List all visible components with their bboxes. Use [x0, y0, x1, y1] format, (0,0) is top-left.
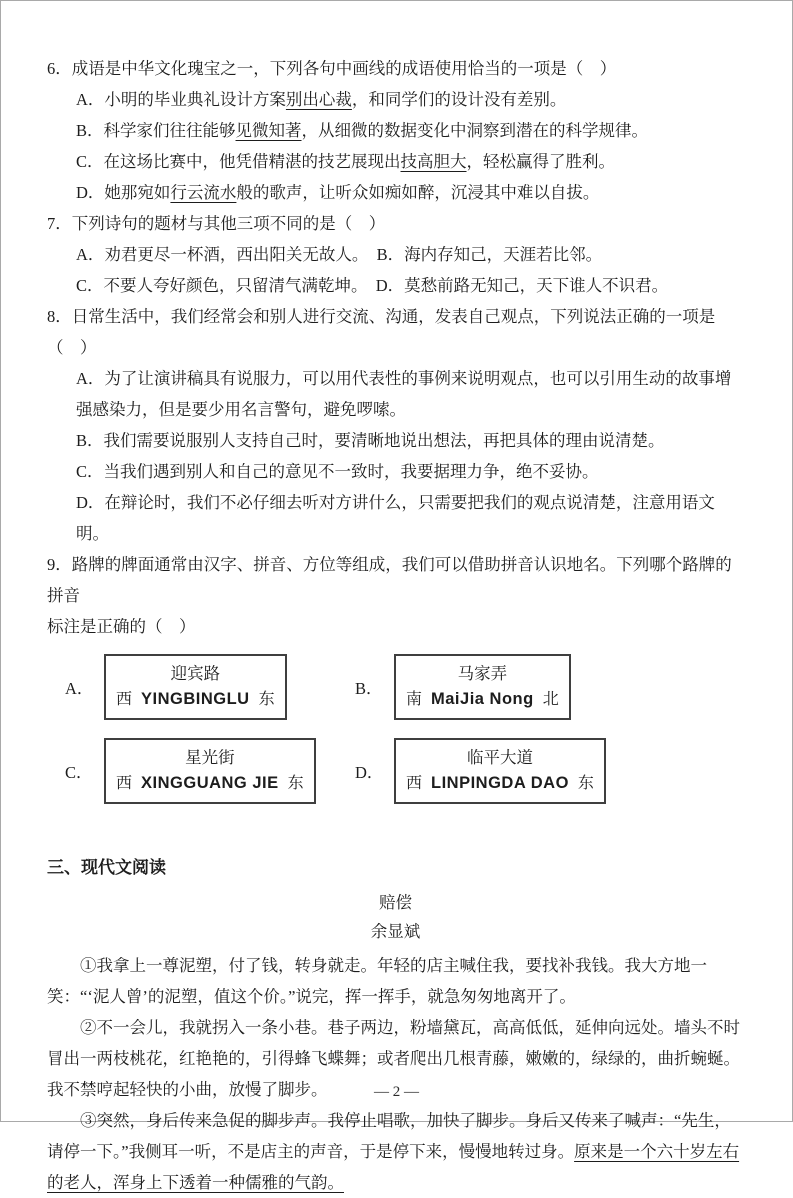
road-sign-pinyin-row — [406, 771, 594, 796]
question-6-option-C — [47, 146, 744, 177]
underlined-phrase: 原来是一个六十岁左右的老人，浑身上下透着一种儒雅的气韵。 — [47, 1142, 740, 1192]
road-sign-grid — [65, 654, 744, 804]
passage-paragraph-3 — [47, 1105, 744, 1198]
question-7-stem: 7．下列诗句的题材与其他三项不同的是（ ） — [47, 214, 386, 233]
option-letter: A． — [65, 679, 94, 698]
road-sign-pinyin-row — [406, 687, 559, 712]
text-run: ②不一会儿，我就拐入一条小巷。巷子两边，粉墙黛瓦，高高低低，延伸向远处。墙头不时冒出一两枝桃花，红艳艳的，引得蜂飞蝶舞；或者爬出几根青藤，嫩嫩的，绿绿的，曲折蜿蜒。我不禁哼起轻快的小曲，放慢了脚步。 — [47, 1018, 740, 1099]
road-sign-box — [104, 654, 287, 720]
passage-author: 余显斌 — [370, 922, 421, 941]
text-run: ，从细微的数据变化中洞察到潜在的科学规律。 — [301, 121, 649, 140]
option-letter: D． — [355, 763, 384, 782]
question-8-option-D: D．在辩论时，我们不必仔细去听对方讲什么，只需要把我们的观点说清楚，注意用语文明。 — [76, 493, 715, 543]
question-8 — [47, 301, 744, 549]
question-9-stem-line1: 9．路牌的牌面通常由汉字、拼音、方位等组成，我们可以借助拼音认识地名。下列哪个路牌的拼音 — [47, 555, 732, 605]
option-letter: C． — [65, 763, 93, 782]
text-run: ③突然，身后传来急促的脚步声。我停止唱歌，加快了脚步。身后又传来了喊声：“先生，请停一下。”我侧耳一听，不是店主的声音，于是停下来，慢慢地转过身。 — [47, 1111, 731, 1161]
question-7-options — [47, 239, 744, 301]
section-modern-reading — [47, 852, 744, 1198]
direction-left: 西 — [406, 775, 423, 792]
passage-title: 赔偿 — [379, 893, 412, 912]
page-number: — 2 — — [374, 1084, 419, 1100]
text-run: C．在这场比赛中，他凭借精湛的技艺展现出 — [76, 152, 401, 171]
underlined-phrase: 见微知著 — [235, 121, 302, 140]
road-pinyin: LINPINGDA DAO — [431, 774, 569, 792]
direction-right: 东 — [287, 775, 304, 792]
text-run: D．她那宛如 — [76, 183, 171, 202]
road-sign-option-C — [65, 738, 355, 804]
text-run: ，轻松赢得了胜利。 — [466, 152, 616, 171]
text-run: A．小明的毕业典礼设计方案 — [76, 90, 286, 109]
road-pinyin: MaiJia Nong — [431, 690, 534, 708]
question-8-option-A: A．为了让演讲稿具有说服力，可以用代表性的事例来说明观点，也可以引用生动的故事增强感染力，但是要少用名言警句，避免啰嗦。 — [76, 369, 732, 419]
question-7-option-row-2: C．不要人夸好颜色，只留清气满乾坤。 D．莫愁前路无知己，天下谁人不识君。 — [76, 276, 669, 295]
question-8-option-B: B．我们需要说服别人支持自己时，要清晰地说出想法，再把具体的理由说清楚。 — [76, 431, 665, 450]
road-pinyin: YINGBINGLU — [141, 690, 250, 708]
direction-right: 东 — [258, 691, 275, 708]
direction-left: 西 — [116, 691, 133, 708]
section-heading: 三、现代文阅读 — [47, 858, 166, 877]
question-6-option-B — [47, 115, 744, 146]
option-letter: B． — [355, 679, 383, 698]
road-sign-option-A — [65, 654, 355, 720]
question-8-stem: 8．日常生活中，我们经常会和别人进行交流、沟通，发表自己观点，下列说法正确的一项是（ ） — [47, 307, 716, 357]
question-6 — [47, 53, 744, 208]
question-7 — [47, 208, 744, 301]
text-run: B．科学家们往往能够 — [76, 121, 236, 140]
road-name: 星光街 — [185, 748, 235, 767]
underlined-phrase: 技高胆大 — [400, 152, 467, 171]
question-6-stem: 6．成语是中华文化瑰宝之一，下列各句中画线的成语使用恰当的一项是（ ） — [47, 59, 617, 78]
road-sign-box — [394, 654, 571, 720]
road-pinyin: XINGGUANG JIE — [141, 774, 279, 792]
road-sign-option-B — [355, 654, 744, 720]
road-sign-box — [394, 738, 606, 804]
question-8-options — [47, 363, 744, 549]
question-7-option-row-1: A．劝君更尽一杯酒，西出阳关无故人。 B．海内存知己，天涯若比邻。 — [76, 245, 603, 264]
question-9-stem-line2: 标注是正确的（ ） — [47, 617, 196, 636]
road-sign-pinyin-row — [116, 687, 275, 712]
text-run: 般的歌声，让听众如痴如醉，沉浸其中难以自拔。 — [236, 183, 600, 202]
direction-right: 北 — [542, 691, 559, 708]
direction-right: 东 — [577, 775, 594, 792]
road-name: 马家弄 — [457, 664, 508, 683]
road-sign-box — [104, 738, 316, 804]
question-9 — [47, 549, 744, 804]
passage-paragraph-1 — [47, 950, 744, 1012]
text-run: ①我拿上一尊泥塑，付了钱，转身就走。年轻的店主喊住我，要找补我钱。我大方地一笑：“‘泥人曾’的泥塑，值这个价。”说完，挥一挥手，就急匆匆地离开了。 — [47, 956, 707, 1006]
question-6-option-A — [47, 84, 744, 115]
passage-paragraphs — [47, 950, 744, 1198]
direction-left: 西 — [116, 775, 133, 792]
underlined-phrase: 别出心裁 — [285, 90, 352, 109]
text-run: ，和同学们的设计没有差别。 — [351, 90, 567, 109]
road-sign-pinyin-row — [116, 771, 304, 796]
direction-left: 南 — [406, 691, 423, 708]
road-name: 迎宾路 — [170, 664, 221, 683]
underlined-phrase: 行云流水 — [170, 183, 237, 202]
question-8-option-C: C．当我们遇到别人和自己的意见不一致时，我要据理力争，绝不妥协。 — [76, 462, 599, 481]
road-sign-option-D — [355, 738, 744, 804]
road-name: 临平大道 — [466, 748, 533, 767]
question-6-options — [47, 84, 744, 208]
question-6-option-D — [47, 177, 744, 208]
